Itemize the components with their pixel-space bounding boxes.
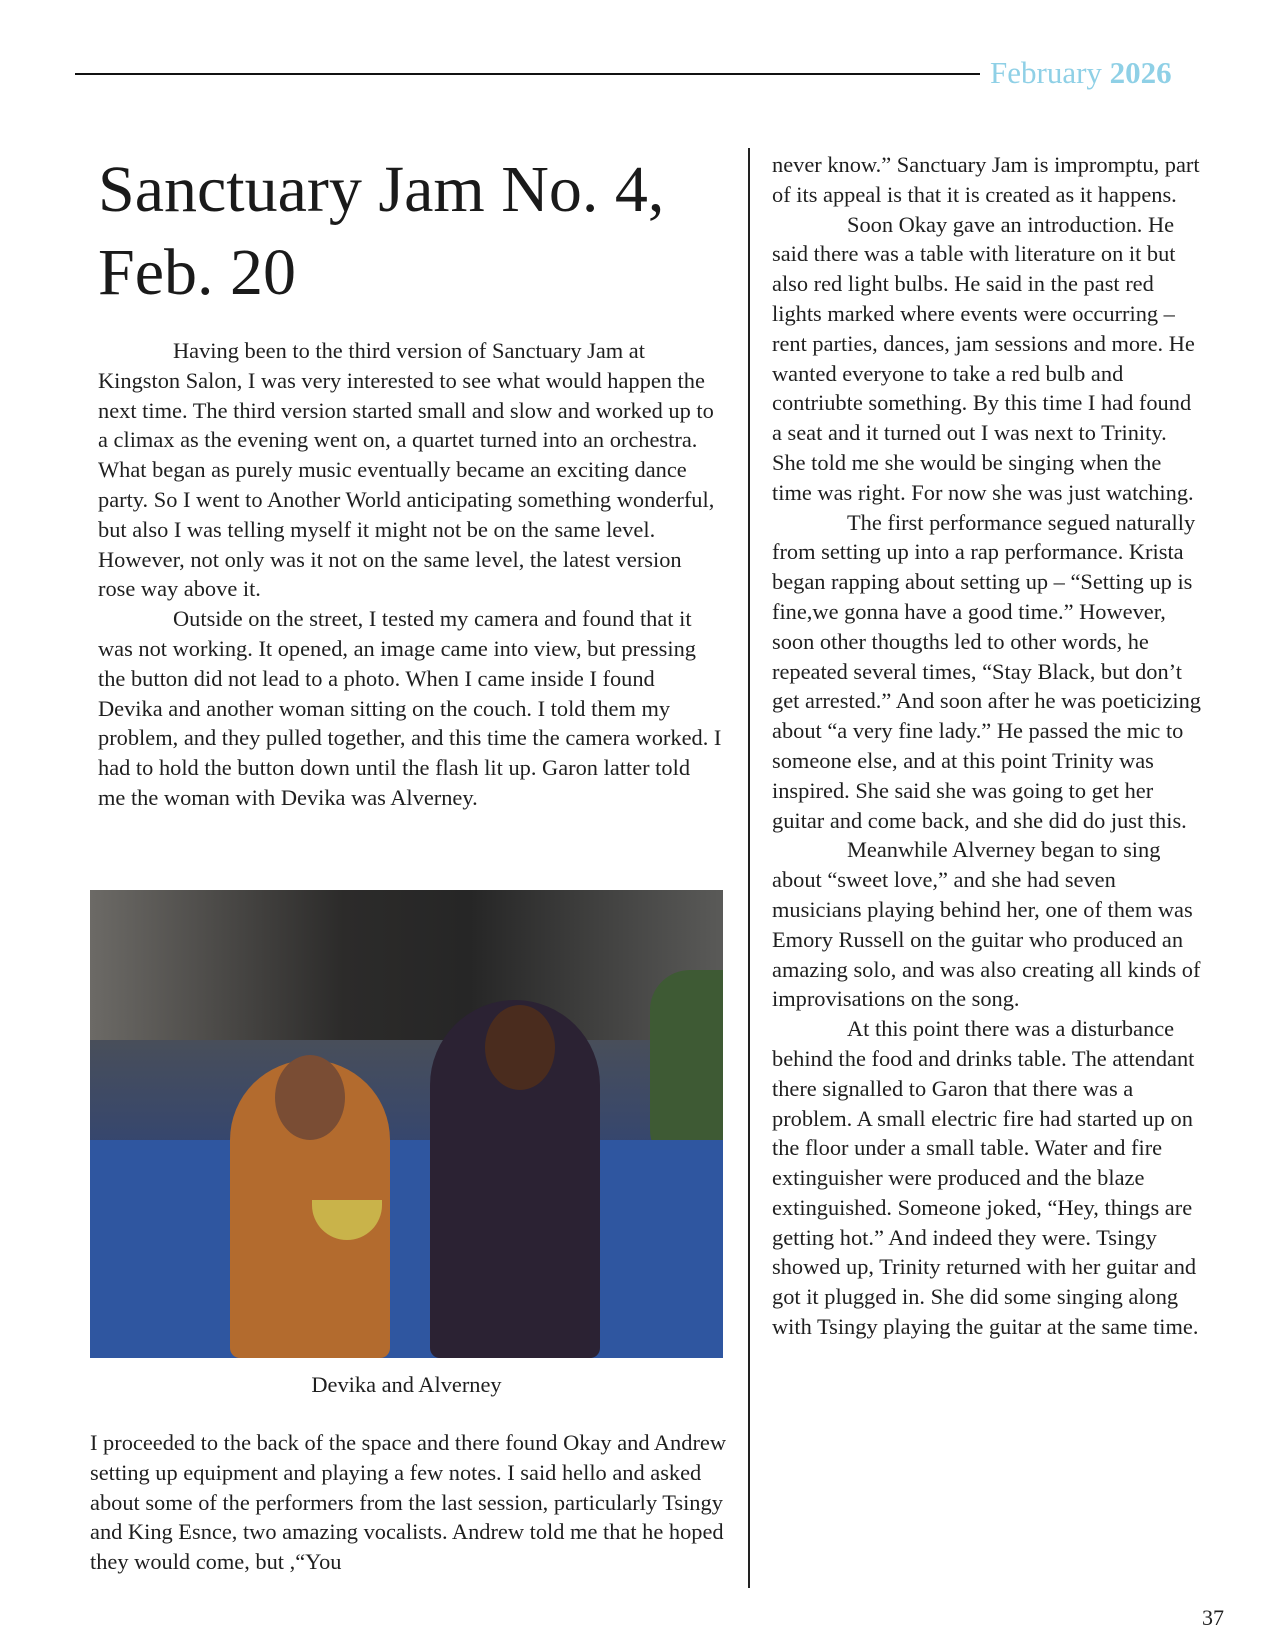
header-rule <box>75 73 980 75</box>
left-column-bottom <box>90 1428 726 1577</box>
paragraph: never know.” Sanctuary Jam is impromptu, part of its appeal is that it is created as it happens. <box>772 152 1200 207</box>
paragraph: Meanwhile Alverney began to sing about “sweet love,” and she had seven musicians playing behind her, one of them was Emory Russell on the guitar who produced an amazing solo, and was also creating all kinds of improvisations on the song. <box>772 837 1201 1012</box>
paragraph: I proceeded to the back of the space and there found Okay and Andrew setting up equipment and playing a few notes. I said hello and asked about some of the performers from the last session, particularly Tsingy and King Esnce, two amazing vocalists. Andrew told me that he hoped they would come, but ,“You <box>90 1430 727 1575</box>
paragraph: The first performance segued naturally from setting up into a rap performance. Krista began rapping about setting up – “Setting up is fine,we gonna have a good time.” However, soon other thougths led to other words, he repeated several times, “Stay Black, but don’t get arrested.” And soon after he was poeticizing about “a very fine lady.” He passed the mic to someone else, and at this point Trinity was inspired. She said she was going to get her guitar and come back, and she did do just this. <box>772 509 1201 833</box>
photo-couch <box>90 1140 723 1358</box>
paragraph: Having been to the third version of Sanctuary Jam at Kingston Salon, I was very interested to see what would happen the next time. The third version started small and slow and worked up to a climax as the evening went on, a quartet turned into an orchestra. What began as purely music eventually became an exciting dance party. So I went to Another World anticipating something wonderful, but also I was telling myself it might not be on the same level. However, not only was it not on the same level, the latest version rose way above it. <box>98 338 715 602</box>
right-column <box>772 150 1204 1342</box>
article-title <box>98 148 722 314</box>
article-title-line-2: Feb. 20 <box>98 236 296 309</box>
column-divider <box>748 148 750 1588</box>
paragraph: Outside on the street, I tested my camera and found that it was not working. It opened, an image came into view, but pressing the button did not lead to a photo. When I came inside I found Devika and another woman sitting on the couch. I told them my problem, and they pulled together, and this time the camera worked. I had to hold the button down until the flash lit up. Garon latter told me the woman with Devika was Alverney. <box>98 606 722 810</box>
article-photo <box>90 890 723 1358</box>
photo-background-wall <box>90 890 723 1040</box>
page-number: 37 <box>1202 1605 1224 1630</box>
issue-date <box>990 55 1172 91</box>
left-column <box>98 148 722 813</box>
photo-person-left-head <box>275 1055 345 1140</box>
photo-person-right-head <box>485 1005 555 1090</box>
issue-year: 2026 <box>1109 55 1172 90</box>
photo-caption: Devika and Alverney <box>311 1372 502 1397</box>
paragraph: Soon Okay gave an introduction. He said there was a table with literature on it but also red light bulbs. He said in the past red lights marked where events were occurring – rent parties, dances, jam sessions and more. He wanted everyone to take a red bulb and contriubte something. By this time I had found a seat and it turned out I was next to Trinity. She told me she would be singing when the time was right. For now she was just watching. <box>772 211 1195 505</box>
paragraph: At this point there was a disturbance behind the food and drinks table. The attendant there signalled to Garon that there was a problem. A small electric fire had started up on the floor under a small table. Water and fire extinguisher were produced and the blaze extinguished. Someone joked, “Hey, things are getting hot.” And indeed they were. Tsingy showed up, Trinity returned with her guitar and got it plugged in. She did some singing along with Tsingy playing the guitar at the same time. <box>772 1016 1199 1340</box>
issue-month: February <box>990 55 1102 90</box>
article-title-line-1: Sanctuary Jam No. 4, <box>98 153 665 226</box>
